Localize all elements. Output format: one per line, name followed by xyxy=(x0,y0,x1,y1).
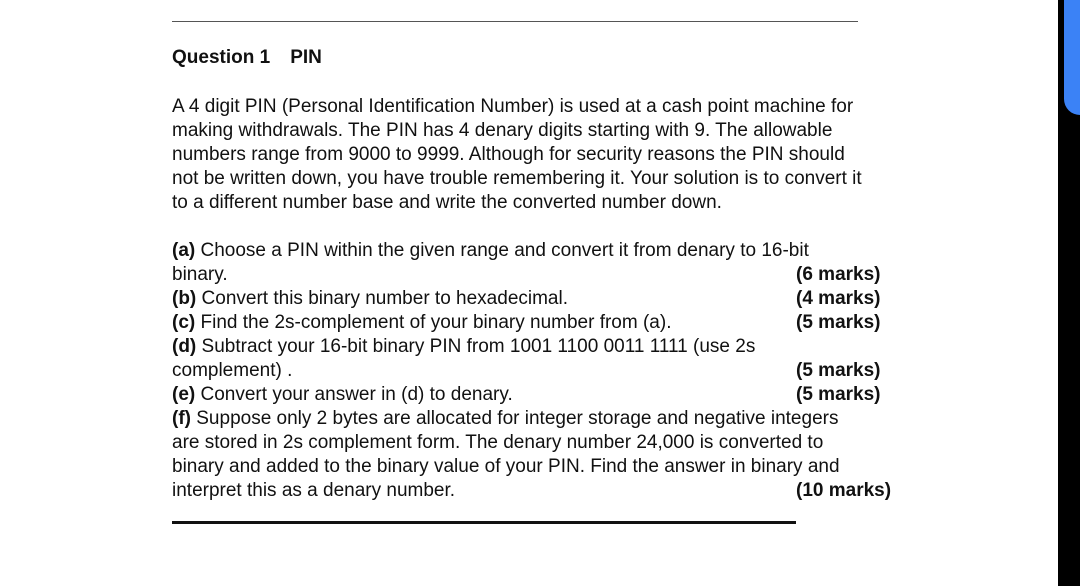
scroll-indicator[interactable] xyxy=(1064,0,1080,115)
intro-line: A 4 digit PIN (Personal Identification Number) is used at a cash point machine for xyxy=(172,96,854,117)
part-text: Convert your answer in (d) to denary. xyxy=(195,384,513,405)
part-letter: (c) xyxy=(172,312,196,333)
part-text: interpret this as a denary number. xyxy=(172,480,456,501)
bottom-rule xyxy=(172,521,796,524)
question-title: PIN xyxy=(290,47,322,68)
part-f xyxy=(172,407,912,503)
part-text: are stored in 2s complement form. The denary number 24,000 is converted to xyxy=(172,432,824,453)
marks-label: (5 marks) xyxy=(796,312,881,333)
part-text: complement) . xyxy=(172,360,293,381)
top-rule xyxy=(172,21,858,22)
intro-line: to a different number base and write the converted number down. xyxy=(172,192,722,213)
part-text: Subtract your 16-bit binary PIN from 1001 1100 0011 1111 (use 2s xyxy=(196,336,756,357)
part-a xyxy=(172,239,912,287)
part-text: Find the 2s-complement of your binary number from (a). xyxy=(195,312,672,333)
marks-label: (10 marks) xyxy=(796,480,892,501)
part-e xyxy=(172,383,912,407)
intro-line: making withdrawals. The PIN has 4 denary digits starting with 9. The allowable xyxy=(172,120,833,141)
marks-label: (6 marks) xyxy=(796,264,881,285)
part-text: Choose a PIN within the given range and convert it from denary to 16-bit xyxy=(195,240,809,261)
marks-label: (5 marks) xyxy=(796,360,881,381)
part-text: binary. xyxy=(172,264,228,285)
question-heading xyxy=(172,46,322,70)
part-letter: (d) xyxy=(172,336,197,357)
question-intro xyxy=(172,95,962,215)
part-letter: (a) xyxy=(172,240,196,261)
intro-line: numbers range from 9000 to 9999. Although for security reasons the PIN should xyxy=(172,144,845,165)
part-b xyxy=(172,287,912,311)
marks-label: (4 marks) xyxy=(796,288,881,309)
part-c xyxy=(172,311,912,335)
part-text: binary and added to the binary value of your PIN. Find the answer in binary and xyxy=(172,456,840,477)
intro-line: not be written down, you have trouble remembering it. Your solution is to convert it xyxy=(172,168,862,189)
question-parts xyxy=(172,239,912,503)
part-letter: (e) xyxy=(172,384,196,405)
part-text: Suppose only 2 bytes are allocated for integer storage and negative integers xyxy=(190,408,839,429)
part-d xyxy=(172,335,912,383)
part-letter: (f) xyxy=(172,408,191,429)
marks-label: (5 marks) xyxy=(796,384,881,405)
part-text: Convert this binary number to hexadecimal. xyxy=(196,288,568,309)
question-number: Question 1 xyxy=(172,47,271,68)
part-letter: (b) xyxy=(172,288,197,309)
